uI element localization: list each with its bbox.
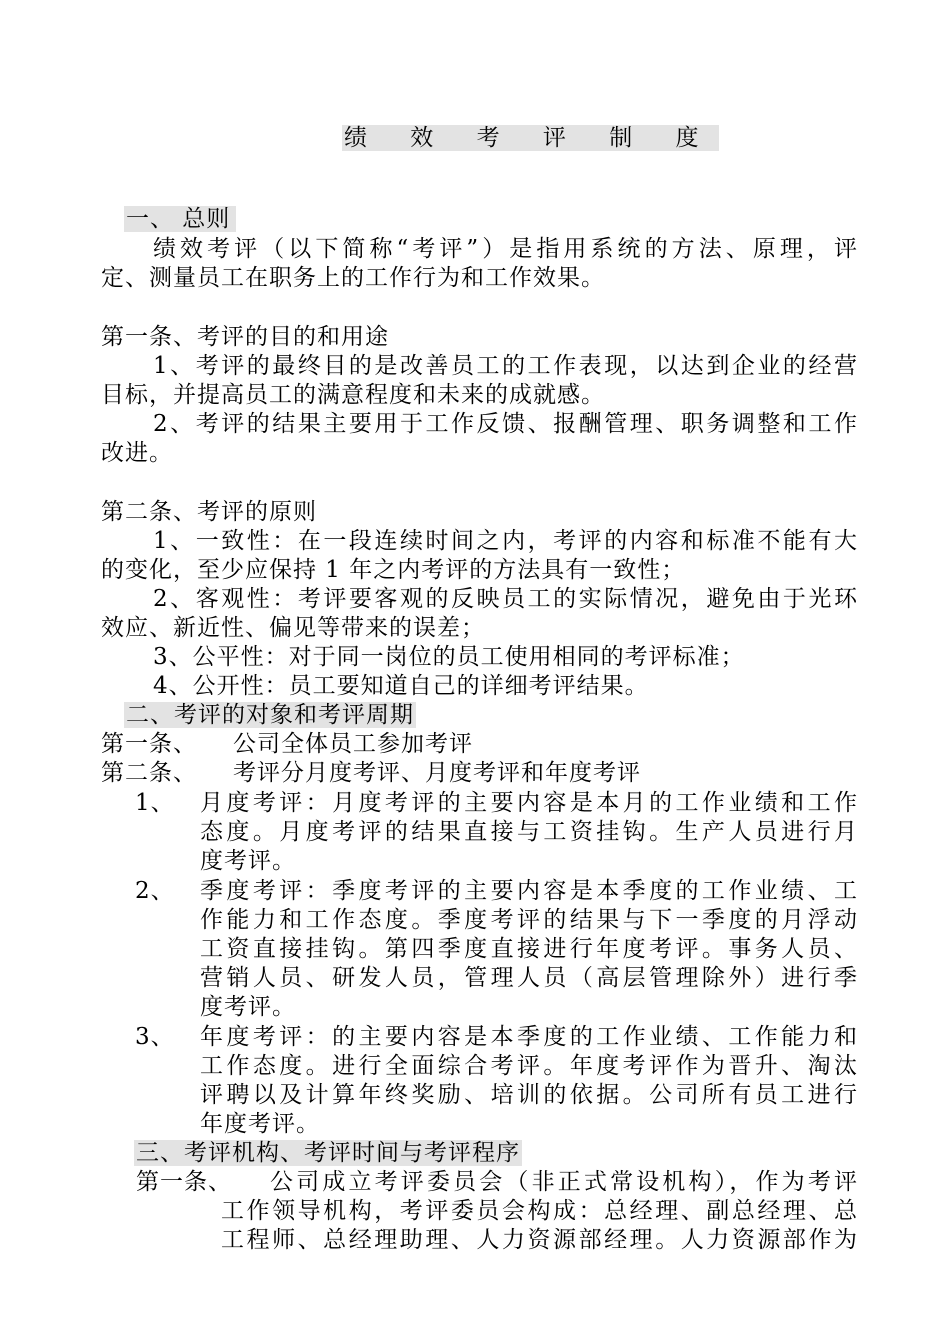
cycle-item-2-line: 工资直接挂钩。第四季度直接进行年度考评。事务人员、 bbox=[200, 936, 858, 962]
article-heading-principles: 第二条、考评的原则 bbox=[101, 499, 317, 525]
principle-1-line-2: 的变化，至少应保持 1 年之内考评的方法具有一致性； bbox=[101, 557, 686, 583]
cycle-item-2-line: 营销人员、研发人员，管理人员（高层管理除外）进行季 bbox=[200, 965, 858, 991]
cycle-item-2-number: 2、 bbox=[135, 878, 175, 904]
cycle-item-3-line: 年度考评。 bbox=[200, 1111, 320, 1137]
cycle-item-3-line: 年度考评：的主要内容是本季度的工作业绩、工作能力和 bbox=[200, 1024, 858, 1050]
purpose-item-1-line-2: 目标，并提高员工的满意程度和未来的成就感。 bbox=[101, 382, 605, 408]
purpose-item-1-line-1: 1、考评的最终目的是改善员工的工作表现，以达到企业的经营 bbox=[153, 353, 858, 379]
section-heading-general: 一、 总则 bbox=[124, 205, 236, 234]
cycle-item-2-line: 季度考评：季度考评的主要内容是本季度的工作业绩、工 bbox=[200, 878, 858, 904]
cycle-item-1-number: 1、 bbox=[135, 790, 175, 816]
purpose-item-2-line-2: 改进。 bbox=[101, 440, 173, 466]
section-heading-organization: 三、考评机构、考评时间与考评程序 bbox=[136, 1140, 520, 1166]
principle-1-line-1: 1、一致性：在一段连续时间之内，考评的内容和标准不能有大 bbox=[153, 528, 858, 554]
purpose-item-2-line-1: 2、考评的结果主要用于工作反馈、报酬管理、职务调整和工作 bbox=[153, 411, 858, 437]
organization-article-1-line: 工作领导机构，考评委员会构成：总经理、副总经理、总 bbox=[221, 1198, 858, 1224]
document-title: 绩 效 考 评 制 度 bbox=[344, 125, 717, 151]
targets-article-2-label: 第二条、 bbox=[101, 760, 197, 786]
cycle-item-1-line: 度考评。 bbox=[200, 848, 296, 874]
cycle-item-3-line: 工作态度。进行全面综合考评。年度考评作为晋升、淘汰 bbox=[200, 1053, 858, 1079]
cycle-item-2-line: 度考评。 bbox=[200, 994, 296, 1020]
targets-article-1-text: 公司全体员工参加考评 bbox=[233, 731, 473, 757]
cycle-item-1-line: 月度考评：月度考评的主要内容是本月的工作业绩和工作 bbox=[200, 790, 858, 816]
organization-article-1-label: 第一条、 bbox=[136, 1169, 232, 1195]
article-heading-purpose: 第一条、考评的目的和用途 bbox=[101, 324, 389, 350]
cycle-item-1-line: 态度。月度考评的结果直接与工资挂钩。生产人员进行月 bbox=[200, 819, 858, 845]
cycle-item-2-line: 作能力和工作态度。季度考评的结果与下一季度的月浮动 bbox=[200, 907, 858, 933]
principle-3: 3、公平性：对于同一岗位的员工使用相同的考评标准； bbox=[153, 644, 745, 670]
intro-line-1: 绩效考评（以下简称“考评”）是指用系统的方法、原理，评 bbox=[153, 236, 858, 262]
principle-2-line-2: 效应、新近性、偏见等带来的误差； bbox=[101, 615, 485, 641]
principle-4: 4、公开性：员工要知道自己的详细考评结果。 bbox=[153, 673, 649, 699]
organization-article-1-line: 工程师、总经理助理、人力资源部经理。人力资源部作为 bbox=[221, 1227, 858, 1253]
organization-article-1-line: 公司成立考评委员会（非正式常设机构），作为考评 bbox=[270, 1169, 858, 1195]
cycle-item-3-line: 评聘以及计算年终奖励、培训的依据。公司所有员工进行 bbox=[200, 1082, 858, 1108]
section-heading-targets: 二、考评的对象和考评周期 bbox=[126, 702, 414, 728]
intro-line-2: 定、测量员工在职务上的工作行为和工作效果。 bbox=[101, 265, 605, 291]
targets-article-2-text: 考评分月度考评、月度考评和年度考评 bbox=[233, 760, 641, 786]
cycle-item-3-number: 3、 bbox=[135, 1024, 175, 1050]
targets-article-1-label: 第一条、 bbox=[101, 731, 197, 757]
principle-2-line-1: 2、客观性：考评要客观的反映员工的实际情况，避免由于光环 bbox=[153, 586, 858, 612]
